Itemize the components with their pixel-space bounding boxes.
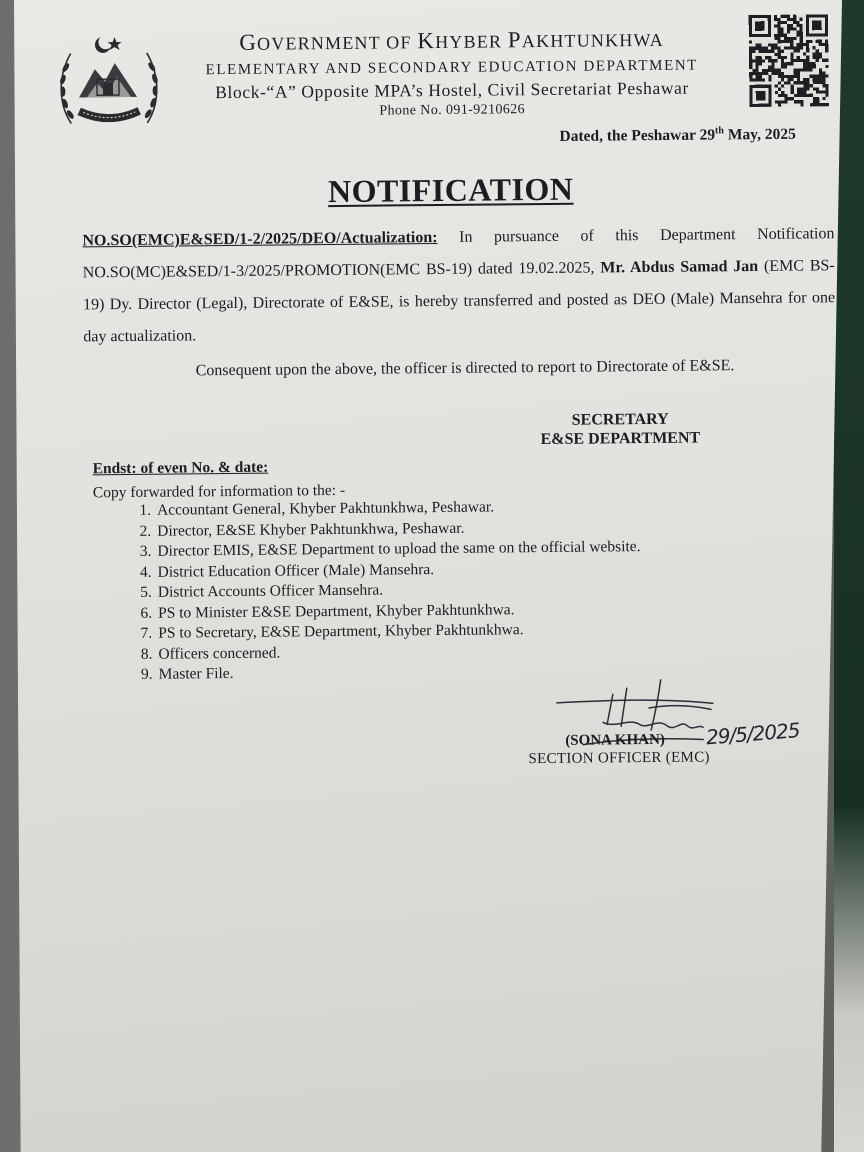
secretary-department: E&SE DEPARTMENT [540, 429, 701, 449]
list-item-text: Director EMIS, E&SE Department to upload the same on the official website. [157, 538, 641, 560]
list-item-text: Director, E&SE Khyber Pakhtunkhwa, Peshawar. [157, 519, 465, 540]
list-item-text: PS to Secretary, E&SE Department, Khyber Pakhtunkhwa. [158, 621, 524, 642]
department-name: ELEMENTARY AND SECONDARY EDUCATION DEPARTMENT [205, 57, 699, 79]
list-item-text: District Accounts Officer Mansehra. [157, 581, 384, 601]
letterhead [156, 23, 747, 124]
list-item-text: District Education Officer (Male) Mansehra. [157, 560, 435, 581]
officer-name: Mr. Abdus Samad Jan [600, 257, 759, 277]
handwritten-date: 29/5/2025 [705, 718, 801, 750]
dated-line [559, 125, 796, 146]
list-item-text: PS to Minister E&SE Department, Khyber Pakhtunkhwa. [157, 600, 515, 622]
list-item-number: 7. [140, 624, 153, 642]
list-item-text: Accountant General, Khyber Pakhtunkhwa, Peshawar. [156, 498, 495, 519]
government-emblem-icon [56, 27, 161, 140]
list-item-text: Master File. [158, 664, 234, 683]
notification-heading: NOTIFICATION [327, 170, 574, 210]
secretary-block [520, 409, 720, 449]
distribution-list [129, 496, 642, 685]
dated-superscript: th [714, 125, 724, 137]
dated-prefix: Dated, the Peshawar 29 [559, 126, 716, 145]
endorsement-heading: Endst: of even No. & date: [92, 458, 269, 478]
title-text-akhtunkhwa: AKHTUNKHWA [521, 29, 664, 52]
consequent-paragraph: Consequent upon the above, the officer is directed to report to Directorate of E&SE. [195, 357, 735, 380]
title-initial-p: P [507, 27, 522, 53]
title-initial-g: G [239, 29, 258, 55]
secretary-title: SECRETARY [571, 410, 669, 429]
body-text-part-1: In pursuance of this Department Notification NO.SO(MC)E&SED/1-3/2025/PROMOTION(EMC BS-19) dated 19.02.2025, [82, 225, 835, 282]
title-initial-k: K [417, 28, 436, 54]
title-text-hyber: HYBER [435, 31, 508, 53]
signatory-name: (SONA KHAN) [565, 731, 665, 749]
list-item-number: 6. [140, 604, 153, 622]
list-item-number: 3. [139, 542, 152, 560]
list-item-number: 2. [139, 522, 152, 540]
phone-number: Phone No. 091-9210626 [379, 102, 526, 119]
copy-forwarded-intro: Copy forwarded for information to the: - [92, 481, 346, 502]
list-item-number: 9. [140, 665, 153, 683]
list-item-number: 1. [139, 501, 152, 519]
list-item-text: Officers concerned. [158, 644, 281, 663]
body-text-part-2: (EMC BS-19) Dy. Director (Legal), Directorate of E&SE, is hereby transferred and posted as DEO (Male) Mansehra for one day actualization. [82, 257, 836, 346]
list-item-number: 8. [140, 645, 153, 663]
notification-reference: NO.SO(EMC)E&SED/1-2/2025/DEO/Actualization: [82, 229, 438, 250]
list-item-number: 5. [140, 583, 152, 601]
list-item-number: 4. [139, 563, 152, 581]
office-address: Block-“A” Opposite MPA’s Hostel, Civil Secretariat Peshawar [215, 77, 689, 103]
title-text-overnment: OVERNMENT OF [256, 32, 418, 54]
notification-body [82, 218, 835, 353]
qr-code-icon [748, 14, 829, 107]
signatory-title: SECTION OFFICER (EMC) [528, 749, 710, 768]
dated-suffix: May, 2025 [723, 125, 796, 144]
